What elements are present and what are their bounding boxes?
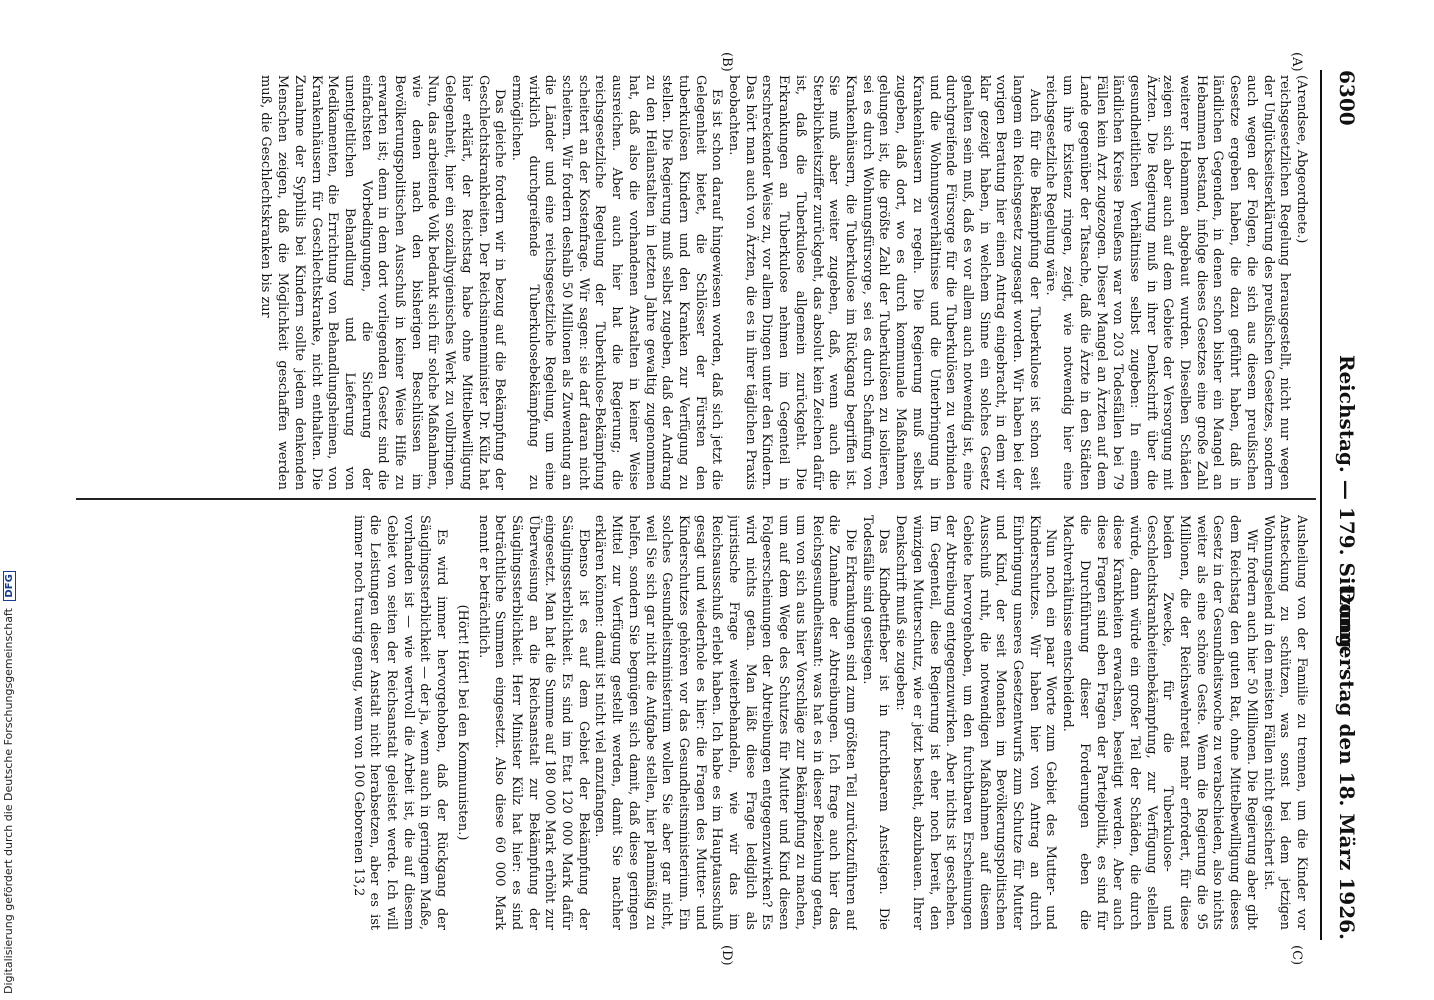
header-rule <box>1320 70 1322 940</box>
paragraph: reichsgesetzlichen Regelung herausgestellt, nicht nur wegen der Unglückseitserklärung des preußischen Gesetzes, sondern auch wegen der Folgen, die sich aus diesem preußischen Gesetze ergeben haben, die dazu geführt haben, daß in ländlichen Gegenden, in denen schon bisher ein Mangel an Hebammen bestand, infolge dieses Gesetzes eine große Zahl weiterer Hebammen abgebaut wurden. Dieselben Schäden zeigen sich aber auch auf dem Gebiete der Versorgung mit Ärzten. Die Regierung muß in ihrer Denkschrift über die gesundheitlichen Verhältnisse selbst zugeben: In einem ländlichen Kreise Preußens war von 203 Todesfällen bei 79 Fällen kein Arzt zugezogen. Dieser Mangel an Ärzten auf dem Lande gegenüber der Tatsache, daß die Ärzte in den Städten um ihre Existenz ringen, zeigt, wie notwendig hier eine reichsgesetzliche Regelung wäre. <box>1043 75 1293 490</box>
paragraph: Wir fordern auch hier 50 Millionen. Die Regierung aber gibt dem Reichstag den guten Rat, ohne Mittelbewilligung dieses Gesetz in der Gesundheitswoche zu verabschieden, also nichts weiter als eine schöne Geste. Wenn die Regierung die 95 Millionen, die der Reichswehretat mehr erfordert, für diese beiden Zwecke, für die Tuberkulose- und Geschlechtskrankheitenbekämpfung, zur Verfügung stellen würde, dann würde ein großer Teil der Schäden, die durch diese Krankheiten erwachsen, beseitigt werden. Aber auch diese Fragen sind eben Fragen der Parteipolitik, es sind für die Durchführung dieser Forderungen eben die Machtverhältnisse entscheidend. <box>1060 515 1259 930</box>
left-column <box>74 75 1309 490</box>
paragraph: Ausheilung von der Familie zu trennen, um die Kinder vor Ansteckung zu schützen, was sonst bei dem jetzigen Wohnungselend in den meisten Fällen nicht gesichert ist. <box>1260 515 1309 930</box>
paragraph: Auch für die Bekämpfung der Tuberkulose ist schon seit langem ein Reichsgesetz zugesagt worden. Wir haben bei der vorigen Beratung hier einen Antrag eingebracht, in dem wir klar gezeigt haben, in welchem Sinne ein solches Gesetz gehalten sein muß, daß es vor allem auch notwendig ist, eine durchgreifende Fürsorge für die Tuberkulösen zu verbinden und die Wohnungsverhältnisse und die Unterbringung in Krankenhäusern zu regeln. Die Regierung muß selbst zugeben, daß dort, wo es durch kommunale Maßnahmen gelungen ist, die größte Zahl der Tuberkulösen zu isolieren, sei es durch Wohnungsfürsorge, sei es durch Schaffung von Krankenhäusern, die Tuberkulose im Rückgang begriffen ist. Sie muß aber weiter zugeben, daß, wenn auch die Sterblichkeitsziffer zurückgeht, das absolut kein Zeichen dafür ist, daß die Tuberkulose allgemein zurückgeht. Die Erkrankungen an Tuberkulose nehmen im Gegenteil in erschreckender Weise zu, vor allem Dingen unter den Kindern. Das hört man auch von Ärzten, die es in ihrer täglichen Praxis beobachten. <box>726 75 1042 490</box>
paragraph: Nun noch ein paar Worte zum Gebiet des Mutter- und Kinderschutzes. Wir haben hier von Antrag an durch Einbringung unseres Gesetzentwurfs zum Schutze für Mutter und Kind, der seit Monaten im Bevölkerungspolitischen Ausschuß ruht, die notwendigen Maßnahmen auf diesem Gebiete hervorgehoben, um den furchtbaren Erscheinungen der Abtreibung entgegenzuwirken. Aber nichts ist geschehen. Im Gegenteil, diese Regierung ist eher noch bereit, den winzigen Mutterschutz, wie er jetzt besteht, abzubauen. Ihrer Denkschrift muß sie zugeben: <box>893 515 1059 930</box>
margin-marker-b: (B) <box>719 52 734 72</box>
paragraph: Ebenso ist es auf dem Gebiet der Bekämpfung der Säuglingssterblichkeit. Es sind im Etat 120 000 Mark dafür eingesetzt. Man hat die Summe auf 180 000 Mark erhöht zur Überweisung an die Reichsanstalt zur Bekämpfung der Säuglingssterblichkeit. Herr Minister Külz hat hier: es sind beträchtliche Summen eingesetzt. Also diese 60 000 Mark nennt er beträchtlich. <box>475 515 591 930</box>
page-header <box>1329 70 1359 940</box>
digitization-text: Digitalisierung gefördert durch die Deutsche Forschungsgemeinschaft <box>2 608 15 994</box>
paragraph: Es wird immer hervorgehoben, daß der Rückgang der Säuglingssterblichkeit — der ja, wenn auch in geringem Maße, vorhanden ist — wie wertvoll die Arbeit ist, die auf diesem Gebiet von seiten der Reichsanstalt geleistet werde. Ich will die Leistungen dieser Anstalt nicht herabsetzen, aber es ist immer noch traurig genug, wenn von 100 Geborenen 13,2 <box>350 515 450 930</box>
paragraph: Es ist schon darauf hingewiesen worden, daß sich jetzt die Gelegenheit bietet, die Schlösser der Fürsten den tuberkulösen Kindern und den Kranken zur Verfügung zu stellen. Die Regierung muß selbst zugeben, daß der Andrang zu den Heilanstalten in letzten Jahre gewaltig zugenommen hat, daß also die vorhandenen Anstalten in keiner Weise ausreichen. Aber auch hier hat die Regierung; die reichsgesetzliche Regelung der Tuberkulose-Bekämpfung scheitert an der Kostenfrage. Wir sagen: sie darf daran nicht scheitern. Wir fordern deshalb 50 Millionen als Zuwendung an die Länder und eine reichsgesetzliche Regelung, um eine wirklich durchgreifende Tuberkulosebekämpfung zu ermöglichen. <box>508 75 725 490</box>
column-divider <box>76 498 1316 500</box>
paragraph: Die Erkrankungen sind zum größten Teil zurückzuführen auf die Zunahme der Abtreibungen. Ich frage auch hier das Reichsgesundheitsamt: was hat es in dieser Beziehung getan, um von sich aus hier Vorschläge zur Bekämpfung zu machen, um auf dem Wege des Schutzes für Mutter und Kind diesen Folgeerscheinungen der Abtreibungen entgegenzuwirken? Es wird nichts getan. Man läßt diese Frage lediglich als juristische Frage weiterbehandeln, wie wir das im Reichsausschuß erlebt haben. Ich habe es im Hauptausschuß gesagt und wiederhole es hier: die Fragen des Mutter- und Kinderschutzes gehören vor das Gesundheitsministerium. Ein solches Gesundheitsministerium wollen Sie aber gar nicht, weil Sie sich gar nicht die Aufgabe stellen, hier planmäßig zu helfen, sondern Sie begnügen sich damit, daß diese geringen Mittel zur Verfügung gestellt werden, damit Sie nachher erklären können: damit ist nicht viel anzufangen. <box>592 515 859 930</box>
page-number: 6300 <box>1335 70 1359 126</box>
margin-marker-d: (D) <box>719 945 734 966</box>
session-title: Reichstag. — 179. Sitzung. <box>1335 354 1359 656</box>
margin-marker-c: (C) <box>1289 945 1304 966</box>
speaker-line: (Arendsee, Abgeordnete.) <box>1294 75 1309 244</box>
dfg-logo: DFG <box>3 571 16 600</box>
right-column <box>74 515 1309 930</box>
session-date: Donnerstag den 18. März 1926. <box>1335 586 1359 940</box>
digitization-credit <box>2 571 16 994</box>
paragraph: Das gleiche fordern wir in bezug auf die Bekämpfung der Geschlechtskrankheiten. Der Reichsinnenminister Dr. Külz hat hier erklärt, der Reichstag habe ohne Mittelbewilligung Gelegenheit, hier ein sozialhygienisches Werk zu vollbringen. Nun, das arbeitende Volk bedankt sich für solche Maßnahmen, wie denen nach den bisherigen Beschlüssen im Bevölkerungspolitischen Ausschuß in keiner Weise Hilfe zu erwarten ist; denn in dem dort vorliegenden Gesetz sind die einfachsten Vorbedingungen, die Sicherung der unentgeltlichen Behandlung und Lieferung von Medikamenten, die Errichtung von Behandlungsheimen, von Krankenhäusern für Geschlechtskranke, nicht enthalten. Die Zunahme der Syphilis bei Kindern sollte jedem denkenden Menschen zeigen, daß die Möglichkeit geschaffen werden muß, die Geschlechtskranken bis zur <box>258 75 508 490</box>
margin-marker-a: (A) <box>1289 52 1304 72</box>
interjection: (Hört! Hört! bei den Kommunisten.) <box>454 604 470 841</box>
paragraph: Das Kindbettfieber ist in furchtbarem Ansteigen. Die Todesfälle sind gestiegen. <box>859 515 892 930</box>
